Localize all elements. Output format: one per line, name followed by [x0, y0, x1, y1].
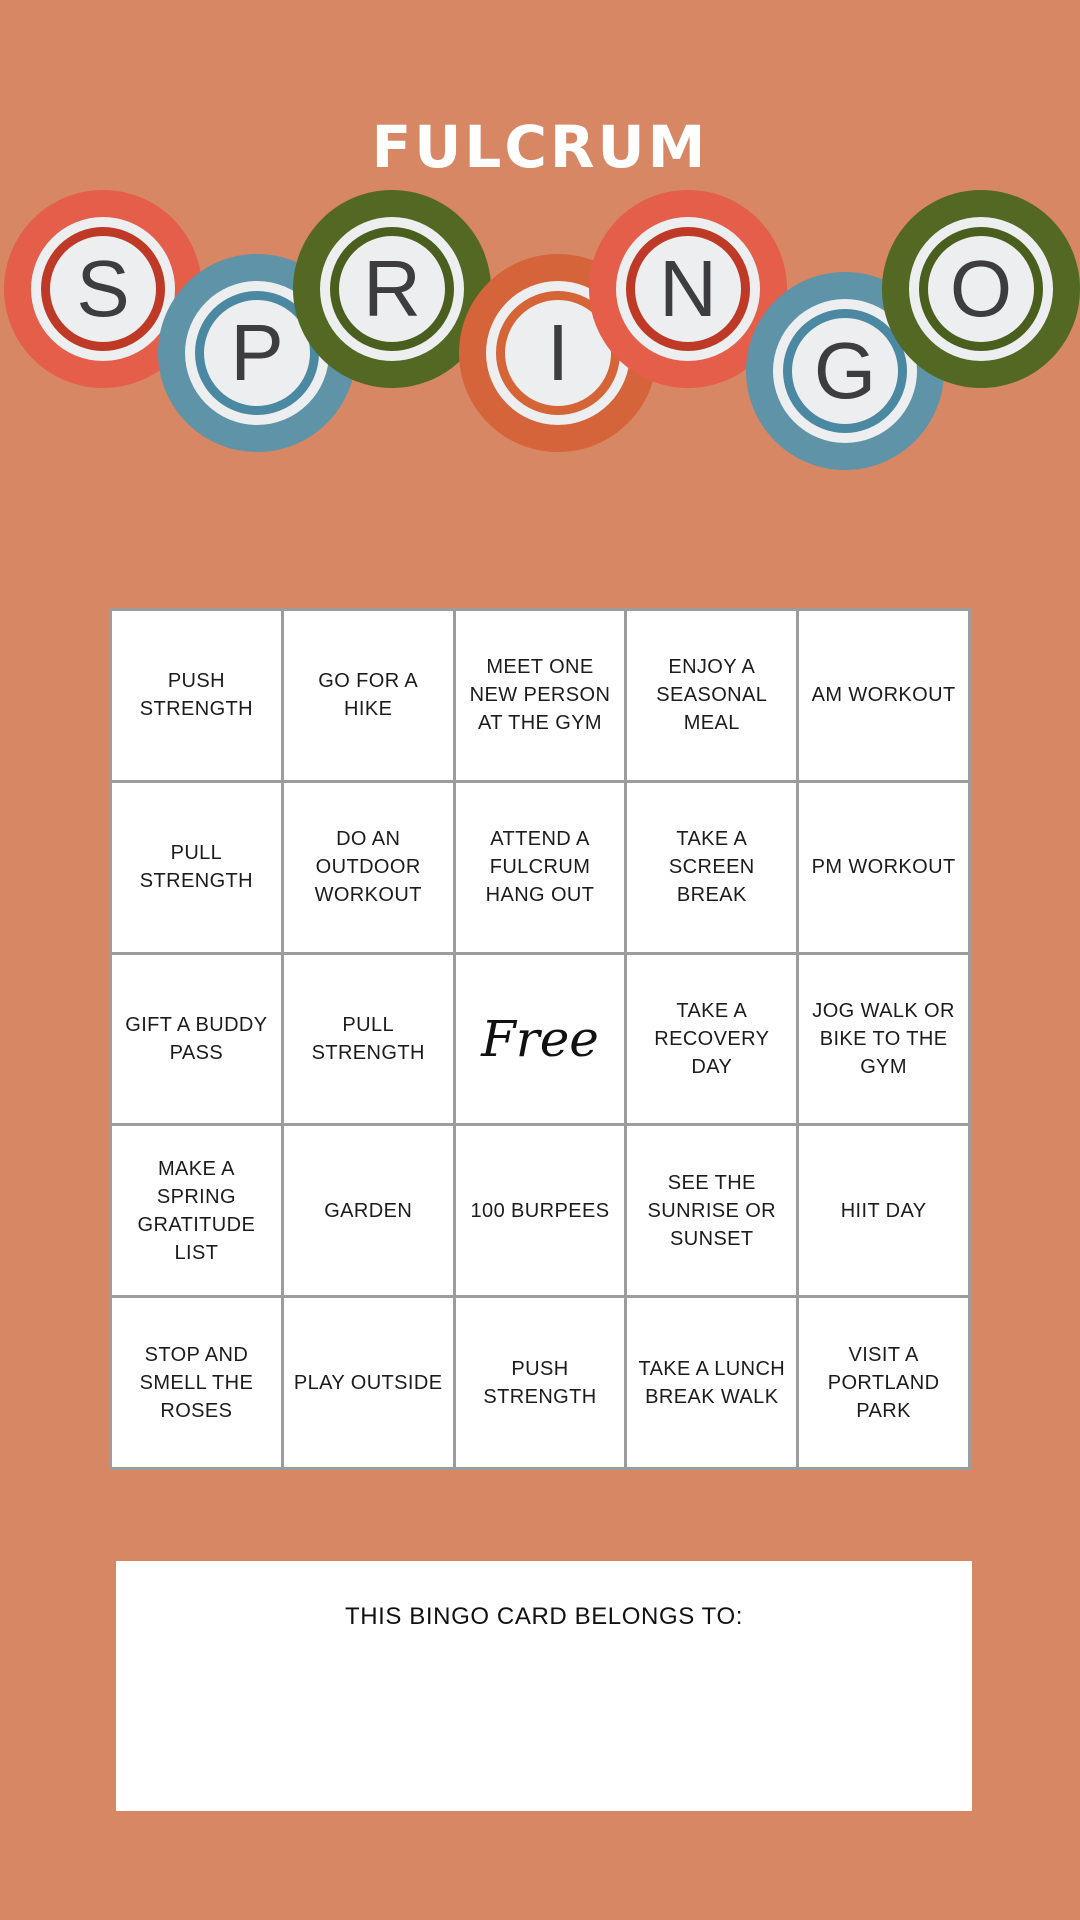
bingo-cell[interactable]: GARDEN — [282, 1125, 454, 1297]
ball-letter: N — [659, 244, 717, 333]
grid-row — [111, 781, 970, 953]
bingo-cell[interactable]: ENJOY A SEASONAL MEAL — [626, 610, 798, 782]
ball-letter: G — [813, 326, 877, 415]
bingo-cell[interactable]: HIIT DAY — [798, 1125, 970, 1297]
bingo-grid — [109, 608, 971, 1470]
bingo-cell[interactable]: GO FOR A HIKE — [282, 610, 454, 782]
bingo-cell[interactable]: MEET ONE NEW PERSON AT THE GYM — [454, 610, 626, 782]
ball-letter: S — [76, 244, 130, 333]
bingo-cell[interactable]: STOP AND SMELL THE ROSES — [111, 1297, 283, 1469]
bingo-cell[interactable]: MAKE A SPRING GRATITUDE LIST — [111, 1125, 283, 1297]
bingo-cell[interactable]: TAKE A LUNCH BREAK WALK — [626, 1297, 798, 1469]
grid-row — [111, 1125, 970, 1297]
ball-letter: I — [546, 308, 570, 397]
bingo-cell[interactable]: AM WORKOUT — [798, 610, 970, 782]
bingo-cell[interactable]: VISIT A PORTLAND PARK — [798, 1297, 970, 1469]
bingo-cell[interactable]: PLAY OUTSIDE — [282, 1297, 454, 1469]
bingo-cell[interactable]: ATTEND A FULCRUM HANG OUT — [454, 781, 626, 953]
bingo-cell[interactable]: PM WORKOUT — [798, 781, 970, 953]
bingo-cell[interactable]: PULL STRENGTH — [111, 781, 283, 953]
bingo-cell[interactable]: GIFT A BUDDY PASS — [111, 953, 283, 1125]
brand-logo: FULCRUM — [371, 113, 709, 181]
ball-o — [882, 190, 1080, 388]
bingo-cell[interactable]: SEE THE SUNRISE OR SUNSET — [626, 1125, 798, 1297]
grid-row — [111, 1297, 970, 1469]
bingo-cell[interactable]: PUSH STRENGTH — [111, 610, 283, 782]
owner-label: THIS BINGO CARD BELONGS TO: — [344, 1603, 744, 1630]
ball-letter: P — [230, 308, 284, 397]
bingo-cell[interactable]: TAKE A RECOVERY DAY — [626, 953, 798, 1125]
bingo-cell[interactable]: 100 BURPEES — [454, 1125, 626, 1297]
free-space-cell[interactable]: Free — [454, 953, 626, 1125]
owner-box[interactable] — [116, 1561, 972, 1811]
bingo-cell[interactable]: JOG WALK OR BIKE TO THE GYM — [798, 953, 970, 1125]
grid-row — [111, 953, 970, 1125]
grid-row — [111, 610, 970, 782]
ball-letter: O — [949, 244, 1013, 333]
ball-letter: R — [363, 244, 421, 333]
bingo-cell[interactable]: PUSH STRENGTH — [454, 1297, 626, 1469]
bingo-cell[interactable]: DO AN OUTDOOR WORKOUT — [282, 781, 454, 953]
bingo-cell[interactable]: TAKE A SCREEN BREAK — [626, 781, 798, 953]
bingo-cell[interactable]: PULL STRENGTH — [282, 953, 454, 1125]
